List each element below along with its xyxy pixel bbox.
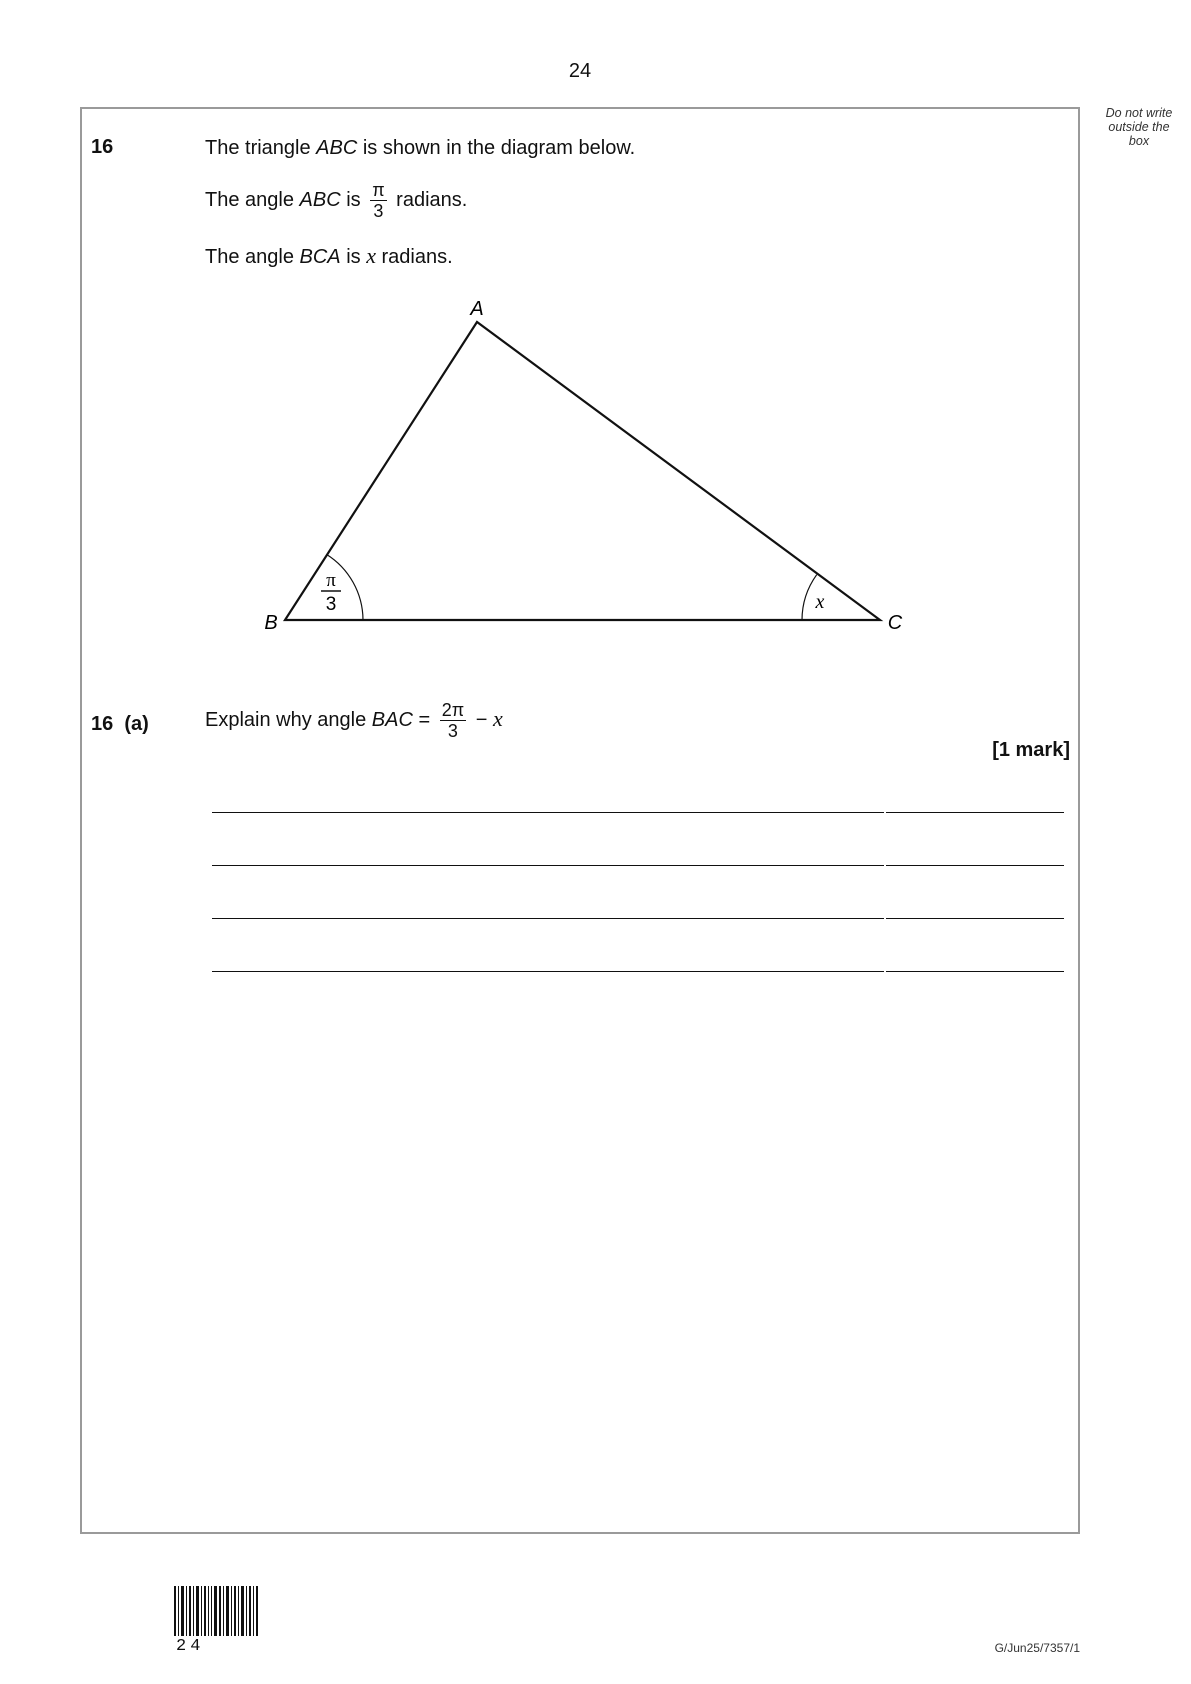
question-number: 16 xyxy=(91,136,114,158)
angle-c-label: x xyxy=(815,591,825,613)
variable-x: x xyxy=(492,705,503,731)
barcode-icon xyxy=(174,1586,258,1636)
angle-b-denominator: 3 xyxy=(325,594,337,615)
text-segment: is xyxy=(340,188,367,211)
angle-b-numerator: π xyxy=(326,570,336,591)
text-segment: radians. xyxy=(390,188,468,211)
answer-line[interactable] xyxy=(212,918,1064,919)
part-a-prompt xyxy=(205,700,503,741)
paper-reference: G/Jun25/7357/1 xyxy=(994,1641,1080,1655)
vertex-label-b: B xyxy=(264,612,278,634)
equals-sign: = xyxy=(412,708,436,731)
fraction-denominator: 3 xyxy=(447,721,458,741)
angle-name: BAC xyxy=(371,708,413,731)
vertex-label-c: C xyxy=(887,612,903,634)
part-letter: (a) xyxy=(124,713,149,735)
answer-line-gap xyxy=(884,861,886,869)
minus-sign: − xyxy=(470,708,493,731)
marks-label: [1 mark] xyxy=(992,739,1070,761)
answer-line[interactable] xyxy=(212,865,1064,866)
margin-note-line: outside the xyxy=(1108,120,1170,134)
text-segment: The angle xyxy=(205,246,300,268)
text-segment: The triangle xyxy=(205,137,317,159)
part-question-number: 16 xyxy=(91,713,114,735)
triangle-abc xyxy=(285,322,880,620)
answer-line-gap xyxy=(884,914,886,922)
fraction-2pi-over-3 xyxy=(440,700,466,741)
margin-note-line: Do not write xyxy=(1105,106,1173,120)
text-segment: The angle xyxy=(205,188,300,211)
answer-line-gap xyxy=(884,967,886,975)
angle-name: ABC xyxy=(299,188,341,211)
fraction-numerator: 2π xyxy=(441,700,465,720)
text-segment: is xyxy=(340,246,367,268)
answer-line-gap xyxy=(884,808,886,816)
text-segment: is shown in the diagram below. xyxy=(357,137,636,159)
variable-x: x xyxy=(366,243,376,268)
angle-name: BCA xyxy=(299,246,341,268)
part-number xyxy=(91,713,149,736)
margin-note-line: box xyxy=(1128,134,1150,148)
barcode-digits: 24 xyxy=(176,1637,205,1656)
angle-arc-c xyxy=(802,575,817,620)
triangle-diagram xyxy=(0,0,1191,700)
page-number: 24 xyxy=(568,60,592,82)
vertex-label-a: A xyxy=(470,298,484,320)
text-segment: radians. xyxy=(375,246,453,268)
fraction-numerator: π xyxy=(372,180,385,200)
answer-line[interactable] xyxy=(212,812,1064,813)
answer-line[interactable] xyxy=(212,971,1064,972)
fraction-denominator: 3 xyxy=(373,201,384,221)
triangle-name: ABC xyxy=(316,137,358,159)
text-segment: Explain why angle xyxy=(205,708,372,731)
